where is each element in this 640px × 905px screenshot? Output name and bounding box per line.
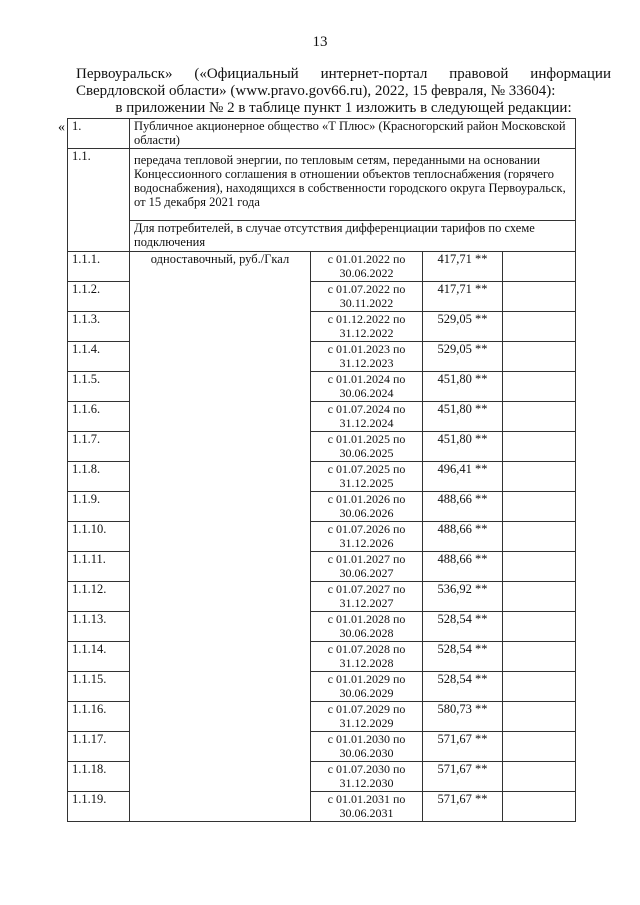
row-number: 1.1.12. xyxy=(68,582,130,612)
row-number: 1.1.8. xyxy=(68,462,130,492)
tariff-value: 528,54 ** xyxy=(423,672,503,702)
period: с 01.01.2028 по 30.06.2028 xyxy=(311,612,423,642)
row-number: 1.1.2. xyxy=(68,282,130,312)
tariff-value: 529,05 ** xyxy=(423,342,503,372)
tariff-value: 571,67 ** xyxy=(423,792,503,822)
period: с 01.01.2026 по 30.06.2026 xyxy=(311,492,423,522)
row-number: 1.1.19. xyxy=(68,792,130,822)
row-number: 1.1.5. xyxy=(68,372,130,402)
row-number: 1.1.13. xyxy=(68,612,130,642)
row-number: 1. xyxy=(68,119,130,149)
row-number: 1.1.11. xyxy=(68,552,130,582)
tariff-value: 417,71 ** xyxy=(423,282,503,312)
tariff-value: 529,05 ** xyxy=(423,312,503,342)
tariff-value: 571,67 ** xyxy=(423,762,503,792)
tariff-value: 528,54 ** xyxy=(423,642,503,672)
empty-cell xyxy=(503,492,576,522)
tariff-value: 496,41 ** xyxy=(423,462,503,492)
period: с 01.07.2026 по 31.12.2026 xyxy=(311,522,423,552)
row-number: 1.1.4. xyxy=(68,342,130,372)
tariff-value: 451,80 ** xyxy=(423,402,503,432)
tariff-value: 488,66 ** xyxy=(423,552,503,582)
intro-line-2: Свердловской области» (www.pravo.gov66.ru), 2022, 15 февраля, № 33604): xyxy=(76,83,556,99)
empty-cell xyxy=(503,702,576,732)
period: с 01.07.2028 по 31.12.2028 xyxy=(311,642,423,672)
empty-cell xyxy=(503,432,576,462)
row-number: 1.1.14. xyxy=(68,642,130,672)
empty-cell xyxy=(503,612,576,642)
row-number: 1.1.17. xyxy=(68,732,130,762)
row-number: 1.1.1. xyxy=(68,252,130,282)
consumer-category: Для потребителей, в случае отсутствия дифференциации тарифов по схеме подключения xyxy=(130,221,576,252)
period: с 01.07.2029 по 31.12.2029 xyxy=(311,702,423,732)
period: с 01.07.2024 по 31.12.2024 xyxy=(311,402,423,432)
row-number: 1.1.9. xyxy=(68,492,130,522)
tariff-value: 488,66 ** xyxy=(423,492,503,522)
empty-cell xyxy=(503,252,576,282)
empty-cell xyxy=(503,402,576,432)
tariff-value: 451,80 ** xyxy=(423,372,503,402)
empty-cell xyxy=(503,372,576,402)
period: с 01.07.2022 по 30.11.2022 xyxy=(311,282,423,312)
opening-quote: « xyxy=(58,120,65,135)
tariff-value: 580,73 ** xyxy=(423,702,503,732)
period: с 01.07.2025 по 31.12.2025 xyxy=(311,462,423,492)
tariff-value: 417,71 ** xyxy=(423,252,503,282)
tariff-value: 488,66 ** xyxy=(423,522,503,552)
table-row-org xyxy=(68,119,576,149)
empty-cell xyxy=(503,282,576,312)
tariff-value: 536,92 ** xyxy=(423,582,503,612)
empty-cell xyxy=(503,342,576,372)
period: с 01.01.2027 по 30.06.2027 xyxy=(311,552,423,582)
period: с 01.01.2024 по 30.06.2024 xyxy=(311,372,423,402)
period: с 01.01.2029 по 30.06.2029 xyxy=(311,672,423,702)
row-number: 1.1.3. xyxy=(68,312,130,342)
service-description: передача тепловой энергии, по тепловым сетям, переданными на основании Концессионного соглашения в отношении объектов теплоснабжения (горячего водоснабжения), находящихся в собственности городского округа Первоуральск, от 15 декабря 2021 года xyxy=(130,149,576,221)
empty-cell xyxy=(503,762,576,792)
tariff-table xyxy=(67,118,576,822)
tariff-value: 451,80 ** xyxy=(423,432,503,462)
period: с 01.12.2022 по 31.12.2022 xyxy=(311,312,423,342)
empty-cell xyxy=(503,672,576,702)
tariff-value: 528,54 ** xyxy=(423,612,503,642)
row-number: 1.1. xyxy=(68,149,130,252)
table-row-service xyxy=(68,149,576,221)
table-row-consumers xyxy=(68,221,576,252)
row-number: 1.1.18. xyxy=(68,762,130,792)
intro-line-1: Первоуральск» («Официальный интернет-портал правовой информации xyxy=(76,66,611,82)
page-number: 13 xyxy=(312,34,328,50)
empty-cell xyxy=(503,312,576,342)
row-number: 1.1.10. xyxy=(68,522,130,552)
period: с 01.01.2031 по 30.06.2031 xyxy=(311,792,423,822)
empty-cell xyxy=(503,732,576,762)
intro-paragraph xyxy=(76,66,611,117)
empty-cell xyxy=(503,522,576,552)
tariff-value: 571,67 ** xyxy=(423,732,503,762)
row-number: 1.1.16. xyxy=(68,702,130,732)
period: с 01.01.2023 по 31.12.2023 xyxy=(311,342,423,372)
period: с 01.07.2030 по 31.12.2030 xyxy=(311,762,423,792)
row-number: 1.1.6. xyxy=(68,402,130,432)
row-number: 1.1.7. xyxy=(68,432,130,462)
org-name: Публичное акционерное общество «Т Плюс» (Красногорский район Московской области) xyxy=(130,119,576,149)
empty-cell xyxy=(503,552,576,582)
empty-cell xyxy=(503,792,576,822)
intro-line-3: в приложении № 2 в таблице пункт 1 изложить в следующей редакции: xyxy=(115,100,572,116)
period: с 01.01.2030 по 30.06.2030 xyxy=(311,732,423,762)
tariff-type: одноставочный, руб./Гкал xyxy=(130,252,311,822)
period: с 01.07.2027 по 31.12.2027 xyxy=(311,582,423,612)
period: с 01.01.2022 по 30.06.2022 xyxy=(311,252,423,282)
row-number: 1.1.15. xyxy=(68,672,130,702)
period: с 01.01.2025 по 30.06.2025 xyxy=(311,432,423,462)
table-row xyxy=(68,252,576,282)
empty-cell xyxy=(503,642,576,672)
empty-cell xyxy=(503,582,576,612)
empty-cell xyxy=(503,462,576,492)
